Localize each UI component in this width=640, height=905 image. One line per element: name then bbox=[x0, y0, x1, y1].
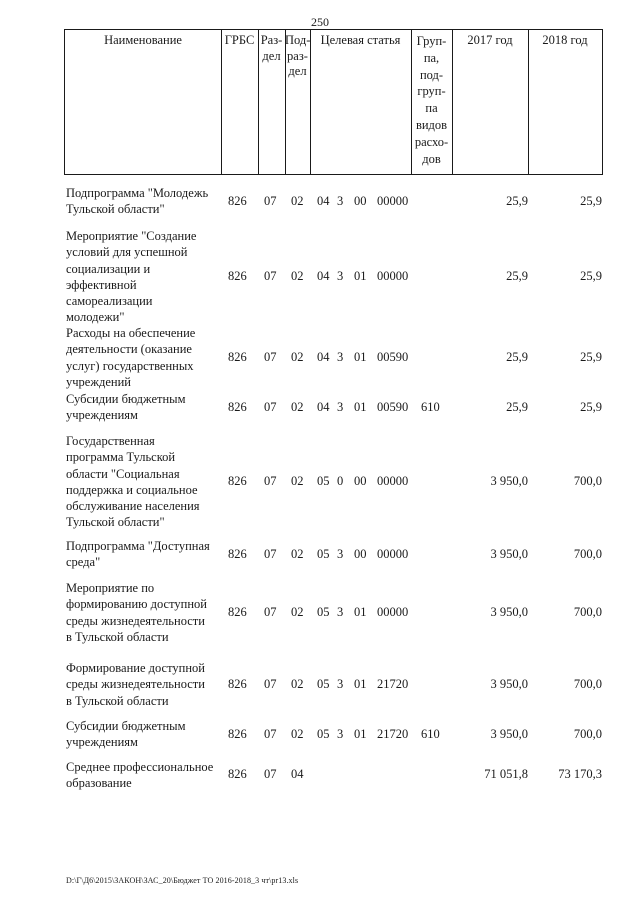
row-name-line: учреждениям bbox=[66, 408, 138, 423]
cell-grbs: 826 bbox=[228, 350, 247, 364]
header-target-article: Целевая статья bbox=[320, 33, 401, 47]
column-divider bbox=[221, 30, 222, 174]
cell-p2: 3 bbox=[337, 194, 344, 208]
table-header bbox=[64, 29, 603, 175]
cell-p4: 00000 bbox=[377, 605, 409, 619]
cell-y2017: 3 950,0 bbox=[490, 605, 528, 619]
row-name-line: поддержка и социальное bbox=[66, 482, 198, 497]
cell-vr: 610 bbox=[421, 727, 440, 741]
cell-p4: 00590 bbox=[377, 400, 409, 414]
cell-p3: 01 bbox=[354, 350, 367, 364]
cell-p1: 05 bbox=[317, 547, 330, 561]
row-name bbox=[66, 580, 224, 645]
row-name-line: деятельности (оказание bbox=[66, 342, 192, 357]
cell-y2018: 25,9 bbox=[580, 350, 602, 364]
row-name-line: Субсидии бюджетным bbox=[66, 392, 186, 406]
cell-p2: 3 bbox=[337, 350, 344, 364]
cell-y2018: 25,9 bbox=[580, 269, 602, 283]
cell-p2: 3 bbox=[337, 547, 344, 561]
cell-y2017: 25,9 bbox=[506, 194, 528, 208]
header-expense-type: Груп- па, под- груп- па видов расхо- дов bbox=[414, 34, 449, 166]
row-name-line: Государственная bbox=[66, 434, 155, 448]
column-divider bbox=[452, 30, 453, 174]
cell-y2017: 3 950,0 bbox=[490, 474, 528, 488]
column-divider bbox=[310, 30, 311, 174]
cell-y2017: 25,9 bbox=[506, 400, 528, 414]
cell-y2017: 71 051,8 bbox=[484, 767, 528, 781]
cell-razdel: 07 bbox=[264, 767, 277, 781]
header-podrazdel: Под- раз- дел bbox=[285, 33, 311, 79]
cell-razdel: 07 bbox=[264, 677, 277, 691]
row-name bbox=[66, 759, 224, 792]
cell-grbs: 826 bbox=[228, 194, 247, 208]
row-name-line: Расходы на обеспечение bbox=[66, 326, 196, 340]
cell-razdel: 07 bbox=[264, 194, 277, 208]
row-name-line: в Тульской области bbox=[66, 693, 169, 708]
row-name-line: социализации и bbox=[66, 261, 151, 276]
cell-p2: 3 bbox=[337, 727, 344, 741]
cell-podrazdel: 04 bbox=[291, 767, 304, 781]
row-name bbox=[66, 433, 224, 531]
row-name-line: в Тульской области bbox=[66, 629, 169, 644]
cell-p3: 00 bbox=[354, 547, 367, 561]
header-year-2017: 2017 год bbox=[467, 33, 513, 47]
cell-razdel: 07 bbox=[264, 350, 277, 364]
cell-y2018: 700,0 bbox=[573, 605, 602, 619]
cell-razdel: 07 bbox=[264, 605, 277, 619]
cell-y2018: 25,9 bbox=[580, 194, 602, 208]
cell-grbs: 826 bbox=[228, 677, 247, 691]
cell-p1: 05 bbox=[317, 474, 330, 488]
cell-p3: 01 bbox=[354, 605, 367, 619]
row-name-line: условий для успешной bbox=[66, 245, 188, 260]
row-name-line: услуг) государственных bbox=[66, 358, 194, 373]
row-name-line: учреждений bbox=[66, 374, 131, 389]
cell-grbs: 826 bbox=[228, 269, 247, 283]
cell-podrazdel: 02 bbox=[291, 474, 304, 488]
cell-y2018: 700,0 bbox=[573, 727, 602, 741]
cell-p1: 05 bbox=[317, 605, 330, 619]
cell-p1: 04 bbox=[317, 350, 330, 364]
cell-grbs: 826 bbox=[228, 547, 247, 561]
row-name-line: среды жизнедеятельности bbox=[66, 613, 205, 628]
cell-p1: 04 bbox=[317, 400, 330, 414]
cell-podrazdel: 02 bbox=[291, 605, 304, 619]
cell-y2017: 3 950,0 bbox=[490, 547, 528, 561]
row-name-line: области "Социальная bbox=[66, 466, 180, 481]
cell-razdel: 07 bbox=[264, 269, 277, 283]
cell-p3: 00 bbox=[354, 194, 367, 208]
cell-p3: 00 bbox=[354, 474, 367, 488]
cell-p1: 04 bbox=[317, 194, 330, 208]
row-name-line: образование bbox=[66, 776, 132, 791]
row-name-line: Среднее профессиональное bbox=[66, 760, 214, 774]
cell-y2018: 700,0 bbox=[573, 547, 602, 561]
cell-y2017: 25,9 bbox=[506, 269, 528, 283]
cell-y2018: 25,9 bbox=[580, 400, 602, 414]
cell-podrazdel: 02 bbox=[291, 350, 304, 364]
row-name-line: Мероприятие по bbox=[66, 581, 155, 595]
cell-podrazdel: 02 bbox=[291, 677, 304, 691]
cell-grbs: 826 bbox=[228, 767, 247, 781]
cell-y2018: 700,0 bbox=[573, 677, 602, 691]
cell-p2: 3 bbox=[337, 269, 344, 283]
cell-y2018: 73 170,3 bbox=[558, 767, 602, 781]
cell-p1: 05 bbox=[317, 677, 330, 691]
cell-p2: 3 bbox=[337, 677, 344, 691]
cell-podrazdel: 02 bbox=[291, 269, 304, 283]
cell-p4: 00590 bbox=[377, 350, 409, 364]
cell-y2017: 25,9 bbox=[506, 350, 528, 364]
cell-p2: 0 bbox=[337, 474, 344, 488]
row-name-line: молодежи" bbox=[66, 310, 125, 325]
cell-p4: 21720 bbox=[377, 677, 409, 691]
row-name-line: Тульской области" bbox=[66, 515, 165, 530]
cell-p4: 21720 bbox=[377, 727, 409, 741]
row-name bbox=[66, 538, 224, 571]
header-name: Наименование bbox=[104, 33, 182, 47]
header-year-2018: 2018 год bbox=[542, 33, 588, 47]
cell-p2: 3 bbox=[337, 400, 344, 414]
row-name-line: среда" bbox=[66, 555, 101, 570]
column-divider bbox=[528, 30, 529, 174]
row-name bbox=[66, 718, 224, 751]
row-name-line: учреждениям bbox=[66, 735, 138, 750]
cell-podrazdel: 02 bbox=[291, 400, 304, 414]
cell-p4: 00000 bbox=[377, 474, 409, 488]
row-name-line: обслуживание населения bbox=[66, 499, 200, 513]
row-name bbox=[66, 325, 224, 390]
cell-p3: 01 bbox=[354, 727, 367, 741]
header-grbs: ГРБС bbox=[224, 33, 255, 47]
cell-grbs: 826 bbox=[228, 474, 247, 488]
row-name-line: эффективной bbox=[66, 277, 137, 292]
row-name-line: Тульской области" bbox=[66, 202, 165, 217]
cell-p1: 05 bbox=[317, 727, 330, 741]
row-name bbox=[66, 185, 224, 218]
cell-p4: 00000 bbox=[377, 547, 409, 561]
row-name-line: Подпрограмма "Доступная bbox=[66, 539, 210, 553]
cell-grbs: 826 bbox=[228, 727, 247, 741]
cell-podrazdel: 02 bbox=[291, 727, 304, 741]
cell-p3: 01 bbox=[354, 400, 367, 414]
row-name-line: Подпрограмма "Молодежь bbox=[66, 186, 209, 200]
cell-p1: 04 bbox=[317, 269, 330, 283]
cell-y2017: 3 950,0 bbox=[490, 677, 528, 691]
row-name-line: Мероприятие "Создание bbox=[66, 229, 197, 243]
cell-p3: 01 bbox=[354, 269, 367, 283]
cell-razdel: 07 bbox=[264, 474, 277, 488]
cell-razdel: 07 bbox=[264, 400, 277, 414]
cell-podrazdel: 02 bbox=[291, 547, 304, 561]
cell-y2018: 700,0 bbox=[573, 474, 602, 488]
cell-podrazdel: 02 bbox=[291, 194, 304, 208]
page-number: 250 bbox=[311, 15, 329, 29]
cell-p2: 3 bbox=[337, 605, 344, 619]
row-name bbox=[66, 391, 224, 424]
file-path: D:\Г\Д6\2015\ЗАКОН\ЗАС_20\Бюджет ТО 2016-2018_3 чт\pr13.xls bbox=[66, 876, 299, 885]
cell-razdel: 07 bbox=[264, 727, 277, 741]
row-name-line: Формирование доступной bbox=[66, 661, 205, 675]
row-name bbox=[66, 228, 224, 326]
cell-razdel: 07 bbox=[264, 547, 277, 561]
cell-p4: 00000 bbox=[377, 269, 409, 283]
cell-grbs: 826 bbox=[228, 400, 247, 414]
row-name-line: программа Тульской bbox=[66, 450, 176, 465]
cell-grbs: 826 bbox=[228, 605, 247, 619]
header-razdel: Раз- дел bbox=[260, 33, 283, 63]
cell-p3: 01 bbox=[354, 677, 367, 691]
row-name-line: Субсидии бюджетным bbox=[66, 719, 186, 733]
cell-p4: 00000 bbox=[377, 194, 409, 208]
row-name bbox=[66, 660, 224, 709]
cell-y2017: 3 950,0 bbox=[490, 727, 528, 741]
row-name-line: среды жизнедеятельности bbox=[66, 677, 205, 692]
row-name-line: формированию доступной bbox=[66, 597, 207, 612]
cell-vr: 610 bbox=[421, 400, 440, 414]
row-name-line: самореализации bbox=[66, 294, 153, 308]
